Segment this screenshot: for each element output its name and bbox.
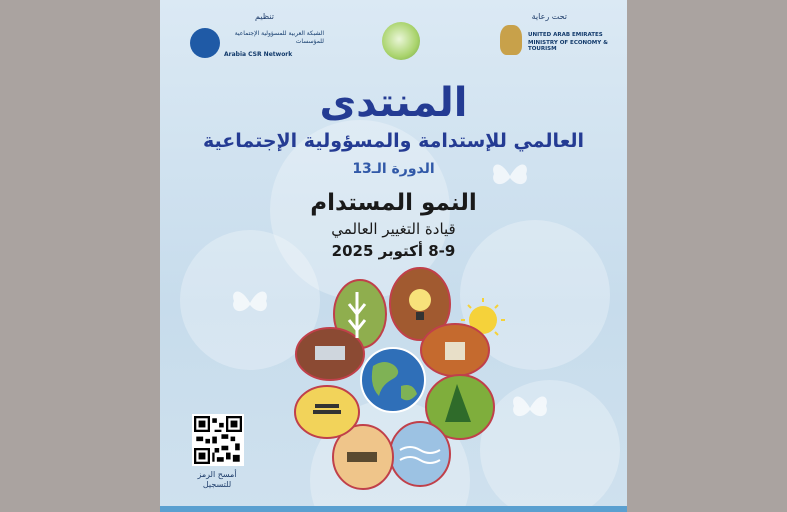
bottom-strip: [160, 506, 627, 512]
patron-country: UNITED ARAB EMIRATES: [528, 32, 603, 38]
organizer-name-ar: الشبكة العربية للمسؤولية الإجتماعية للمؤسسات: [234, 30, 324, 45]
event-poster: [160, 0, 627, 512]
patron-label: تحت رعاية: [531, 12, 567, 21]
water-wave-icon: [390, 422, 450, 486]
theme-tagline: قيادة التغيير العالمي: [331, 220, 456, 238]
registration-qr-code[interactable]: [192, 414, 244, 466]
forum-title: المنتدى: [319, 80, 468, 126]
uae-emblem-icon: [500, 25, 522, 55]
butterfly-icon: [230, 285, 270, 321]
globe-icon: [361, 348, 425, 412]
qr-caption-line2: للتسجيل: [202, 480, 232, 489]
organizer-label: تنظيم: [255, 12, 274, 21]
csr-network-logo-icon: [190, 28, 220, 58]
qr-code-icon: [194, 416, 242, 464]
forum-subtitle: العالمي للإستدامة والمسؤولية الإجتماعية: [202, 130, 585, 152]
organizer-name-en: Arabia CSR Network: [224, 51, 293, 58]
qr-caption-line1: أمسح الرمز: [197, 470, 237, 479]
butterfly-icon: [510, 390, 550, 426]
patron-ministry: MINISTRY OF ECONOMY & TOURISM: [528, 40, 608, 52]
event-dates: 8-9 أكتوبر 2025: [331, 242, 456, 260]
globe-leaf-logo-icon: [382, 22, 420, 60]
edition-label: الدورة الـ13: [352, 161, 435, 177]
theme-title: النمو المستدام: [310, 190, 477, 216]
sustainability-flower: [285, 262, 505, 497]
butterfly-icon: [490, 158, 530, 194]
